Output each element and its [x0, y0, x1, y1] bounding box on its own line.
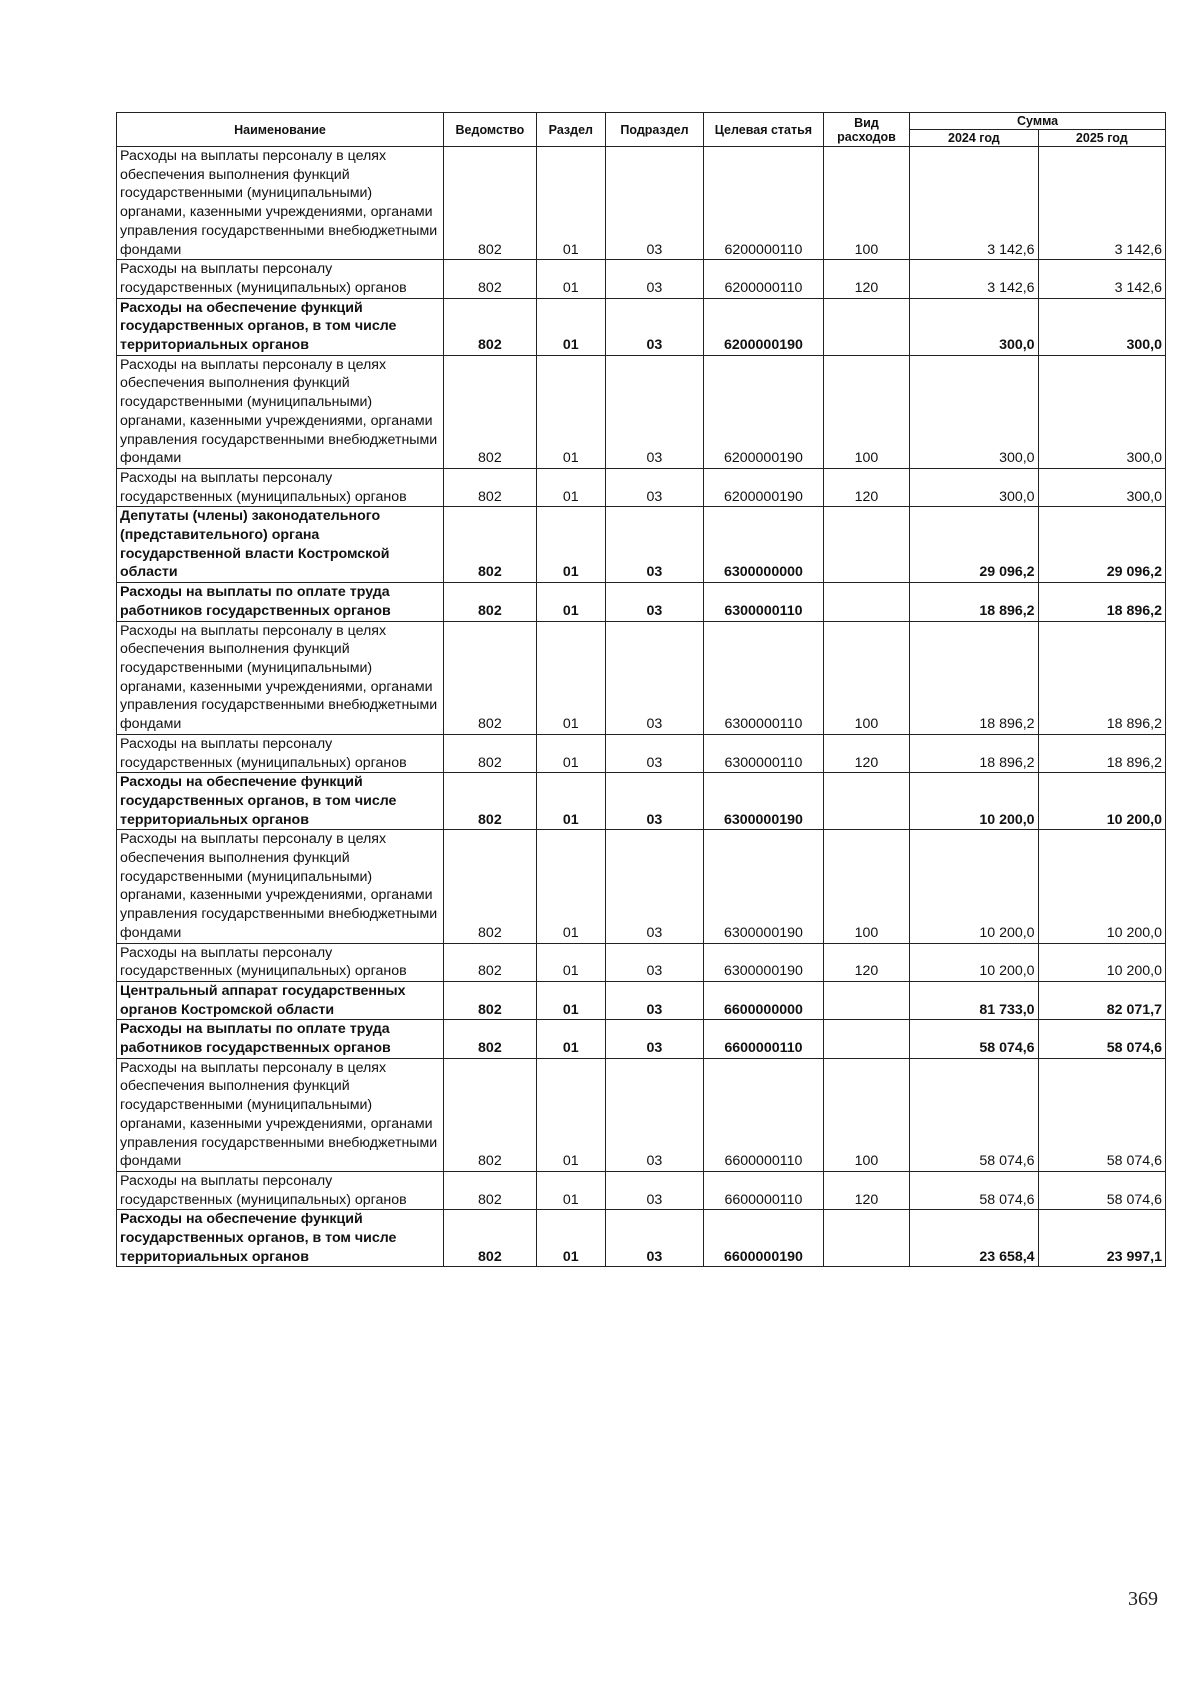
cell-name: Депутаты (члены) законодательного (представительного) органа государственной власти Костромской области: [117, 507, 444, 583]
table-row: [117, 583, 1166, 621]
table-row: [117, 621, 1166, 734]
cell-subsection: 03: [605, 943, 703, 981]
cell-expense-type: [823, 981, 909, 1019]
header-expense-type: Вид расходов: [823, 113, 909, 147]
cell-subsection: 03: [605, 773, 703, 830]
cell-name: Расходы на выплаты персоналу государственных (муниципальных) органов: [117, 943, 444, 981]
table-row: [117, 1058, 1166, 1171]
table-row: [117, 355, 1166, 468]
cell-section: 01: [536, 298, 605, 355]
cell-target-article: 6300000110: [704, 583, 824, 621]
cell-sum-2024: 10 200,0: [910, 773, 1038, 830]
cell-expense-type: 100: [823, 355, 909, 468]
cell-sum-2025: 82 071,7: [1038, 981, 1165, 1019]
header-year-2025: 2025 год: [1038, 130, 1165, 147]
header-section: Раздел: [536, 113, 605, 147]
cell-target-article: 6600000110: [704, 1020, 824, 1058]
cell-sum-2024: 58 074,6: [910, 1058, 1038, 1171]
cell-department: 802: [443, 943, 536, 981]
cell-name: Расходы на выплаты по оплате труда работников государственных органов: [117, 1020, 444, 1058]
cell-expense-type: 120: [823, 943, 909, 981]
cell-department: 802: [443, 773, 536, 830]
cell-target-article: 6600000110: [704, 1058, 824, 1171]
cell-sum-2025: 300,0: [1038, 355, 1165, 468]
cell-subsection: 03: [605, 1020, 703, 1058]
cell-department: 802: [443, 260, 536, 298]
cell-subsection: 03: [605, 147, 703, 260]
cell-subsection: 03: [605, 468, 703, 506]
cell-department: 802: [443, 147, 536, 260]
cell-section: 01: [536, 981, 605, 1019]
page-number: 369: [1128, 1588, 1158, 1610]
cell-section: 01: [536, 830, 605, 943]
cell-sum-2025: 58 074,6: [1038, 1058, 1165, 1171]
cell-target-article: 6300000110: [704, 621, 824, 734]
cell-sum-2024: 300,0: [910, 468, 1038, 506]
table-row: [117, 468, 1166, 506]
cell-subsection: 03: [605, 298, 703, 355]
cell-sum-2025: 23 997,1: [1038, 1210, 1165, 1267]
cell-sum-2024: 18 896,2: [910, 621, 1038, 734]
cell-sum-2024: 10 200,0: [910, 943, 1038, 981]
budget-table: [116, 112, 1166, 1267]
cell-name: Расходы на выплаты персоналу в целях обеспечения выполнения функций государственными (муниципальными) органами, казенными учреждениями, органами управления государственными внебюджетными фондами: [117, 621, 444, 734]
table-row: [117, 943, 1166, 981]
cell-expense-type: 100: [823, 830, 909, 943]
cell-section: 01: [536, 583, 605, 621]
table-row: [117, 147, 1166, 260]
cell-sum-2024: 29 096,2: [910, 507, 1038, 583]
cell-name: Расходы на выплаты персоналу в целях обеспечения выполнения функций государственными (муниципальными) органами, казенными учреждениями, органами управления государственными внебюджетными фондами: [117, 355, 444, 468]
cell-target-article: 6200000190: [704, 298, 824, 355]
cell-sum-2025: 10 200,0: [1038, 773, 1165, 830]
cell-name: Расходы на выплаты персоналу государственных (муниципальных) органов: [117, 468, 444, 506]
cell-name: Расходы на выплаты персоналу государственных (муниципальных) органов: [117, 734, 444, 772]
header-year-2024: 2024 год: [910, 130, 1038, 147]
cell-department: 802: [443, 981, 536, 1019]
cell-name: Расходы на обеспечение функций государственных органов, в том числе территориальных органов: [117, 1210, 444, 1267]
table-body: [117, 147, 1166, 1267]
cell-name: Расходы на выплаты по оплате труда работников государственных органов: [117, 583, 444, 621]
cell-subsection: 03: [605, 621, 703, 734]
header-target-article: Целевая статья: [704, 113, 824, 147]
cell-name: Расходы на выплаты персоналу в целях обеспечения выполнения функций государственными (муниципальными) органами, казенными учреждениями, органами управления государственными внебюджетными фондами: [117, 147, 444, 260]
cell-department: 802: [443, 1171, 536, 1209]
cell-target-article: 6300000110: [704, 734, 824, 772]
cell-sum-2025: 10 200,0: [1038, 943, 1165, 981]
cell-target-article: 6300000190: [704, 830, 824, 943]
table-row: [117, 507, 1166, 583]
cell-sum-2024: 18 896,2: [910, 583, 1038, 621]
cell-section: 01: [536, 773, 605, 830]
cell-sum-2025: 18 896,2: [1038, 583, 1165, 621]
cell-expense-type: 120: [823, 468, 909, 506]
cell-expense-type: [823, 507, 909, 583]
table-row: [117, 1210, 1166, 1267]
cell-sum-2025: 10 200,0: [1038, 830, 1165, 943]
cell-section: 01: [536, 147, 605, 260]
header-sum: Сумма: [910, 113, 1166, 130]
cell-department: 802: [443, 1058, 536, 1171]
cell-department: 802: [443, 1020, 536, 1058]
table-header: [117, 113, 1166, 147]
table-row: [117, 773, 1166, 830]
cell-expense-type: [823, 583, 909, 621]
cell-target-article: 6300000190: [704, 943, 824, 981]
cell-expense-type: 120: [823, 1171, 909, 1209]
cell-department: 802: [443, 355, 536, 468]
cell-section: 01: [536, 355, 605, 468]
table-row: [117, 298, 1166, 355]
cell-section: 01: [536, 621, 605, 734]
table-row: [117, 1171, 1166, 1209]
cell-sum-2024: 18 896,2: [910, 734, 1038, 772]
table-row: [117, 981, 1166, 1019]
cell-department: 802: [443, 830, 536, 943]
cell-department: 802: [443, 298, 536, 355]
header-department: Ведомство: [443, 113, 536, 147]
cell-department: 802: [443, 468, 536, 506]
cell-expense-type: 100: [823, 621, 909, 734]
cell-name: Центральный аппарат государственных органов Костромской области: [117, 981, 444, 1019]
cell-target-article: 6600000110: [704, 1171, 824, 1209]
cell-section: 01: [536, 1171, 605, 1209]
cell-subsection: 03: [605, 583, 703, 621]
cell-section: 01: [536, 943, 605, 981]
cell-target-article: 6200000110: [704, 260, 824, 298]
cell-expense-type: [823, 298, 909, 355]
cell-sum-2025: 3 142,6: [1038, 147, 1165, 260]
cell-sum-2025: 3 142,6: [1038, 260, 1165, 298]
cell-target-article: 6600000000: [704, 981, 824, 1019]
cell-target-article: 6200000190: [704, 355, 824, 468]
cell-sum-2024: 3 142,6: [910, 147, 1038, 260]
cell-target-article: 6300000190: [704, 773, 824, 830]
cell-sum-2025: 58 074,6: [1038, 1171, 1165, 1209]
cell-section: 01: [536, 1058, 605, 1171]
cell-target-article: 6300000000: [704, 507, 824, 583]
cell-expense-type: [823, 1210, 909, 1267]
cell-name: Расходы на выплаты персоналу в целях обеспечения выполнения функций государственными (муниципальными) органами, казенными учреждениями, органами управления государственными внебюджетными фондами: [117, 1058, 444, 1171]
cell-sum-2024: 58 074,6: [910, 1020, 1038, 1058]
cell-sum-2024: 23 658,4: [910, 1210, 1038, 1267]
cell-sum-2025: 18 896,2: [1038, 621, 1165, 734]
cell-expense-type: [823, 773, 909, 830]
cell-sum-2024: 300,0: [910, 298, 1038, 355]
cell-section: 01: [536, 1020, 605, 1058]
cell-target-article: 6600000190: [704, 1210, 824, 1267]
table-row: [117, 1020, 1166, 1058]
cell-target-article: 6200000190: [704, 468, 824, 506]
cell-department: 802: [443, 1210, 536, 1267]
cell-department: 802: [443, 734, 536, 772]
cell-section: 01: [536, 260, 605, 298]
cell-sum-2024: 3 142,6: [910, 260, 1038, 298]
table-row: [117, 260, 1166, 298]
cell-sum-2024: 300,0: [910, 355, 1038, 468]
cell-name: Расходы на выплаты персоналу государственных (муниципальных) органов: [117, 1171, 444, 1209]
table-row: [117, 734, 1166, 772]
cell-expense-type: [823, 1020, 909, 1058]
table-row: [117, 830, 1166, 943]
cell-subsection: 03: [605, 981, 703, 1019]
cell-name: Расходы на обеспечение функций государственных органов, в том числе территориальных органов: [117, 773, 444, 830]
cell-department: 802: [443, 621, 536, 734]
cell-subsection: 03: [605, 1210, 703, 1267]
cell-expense-type: 100: [823, 1058, 909, 1171]
header-name: Наименование: [117, 113, 444, 147]
cell-expense-type: 120: [823, 734, 909, 772]
cell-department: 802: [443, 507, 536, 583]
cell-section: 01: [536, 468, 605, 506]
header-subsection: Подраздел: [605, 113, 703, 147]
cell-name: Расходы на выплаты персоналу в целях обеспечения выполнения функций государственными (муниципальными) органами, казенными учреждениями, органами управления государственными внебюджетными фондами: [117, 830, 444, 943]
cell-sum-2024: 81 733,0: [910, 981, 1038, 1019]
cell-sum-2025: 58 074,6: [1038, 1020, 1165, 1058]
cell-expense-type: 100: [823, 147, 909, 260]
cell-department: 802: [443, 583, 536, 621]
cell-subsection: 03: [605, 1058, 703, 1171]
cell-name: Расходы на обеспечение функций государственных органов, в том числе территориальных органов: [117, 298, 444, 355]
cell-sum-2025: 29 096,2: [1038, 507, 1165, 583]
cell-subsection: 03: [605, 734, 703, 772]
cell-subsection: 03: [605, 830, 703, 943]
cell-expense-type: 120: [823, 260, 909, 298]
cell-subsection: 03: [605, 355, 703, 468]
cell-section: 01: [536, 507, 605, 583]
cell-sum-2025: 18 896,2: [1038, 734, 1165, 772]
cell-name: Расходы на выплаты персоналу государственных (муниципальных) органов: [117, 260, 444, 298]
cell-sum-2024: 58 074,6: [910, 1171, 1038, 1209]
cell-subsection: 03: [605, 507, 703, 583]
cell-section: 01: [536, 1210, 605, 1267]
cell-sum-2025: 300,0: [1038, 298, 1165, 355]
cell-sum-2025: 300,0: [1038, 468, 1165, 506]
cell-subsection: 03: [605, 1171, 703, 1209]
cell-section: 01: [536, 734, 605, 772]
cell-target-article: 6200000110: [704, 147, 824, 260]
cell-sum-2024: 10 200,0: [910, 830, 1038, 943]
cell-subsection: 03: [605, 260, 703, 298]
